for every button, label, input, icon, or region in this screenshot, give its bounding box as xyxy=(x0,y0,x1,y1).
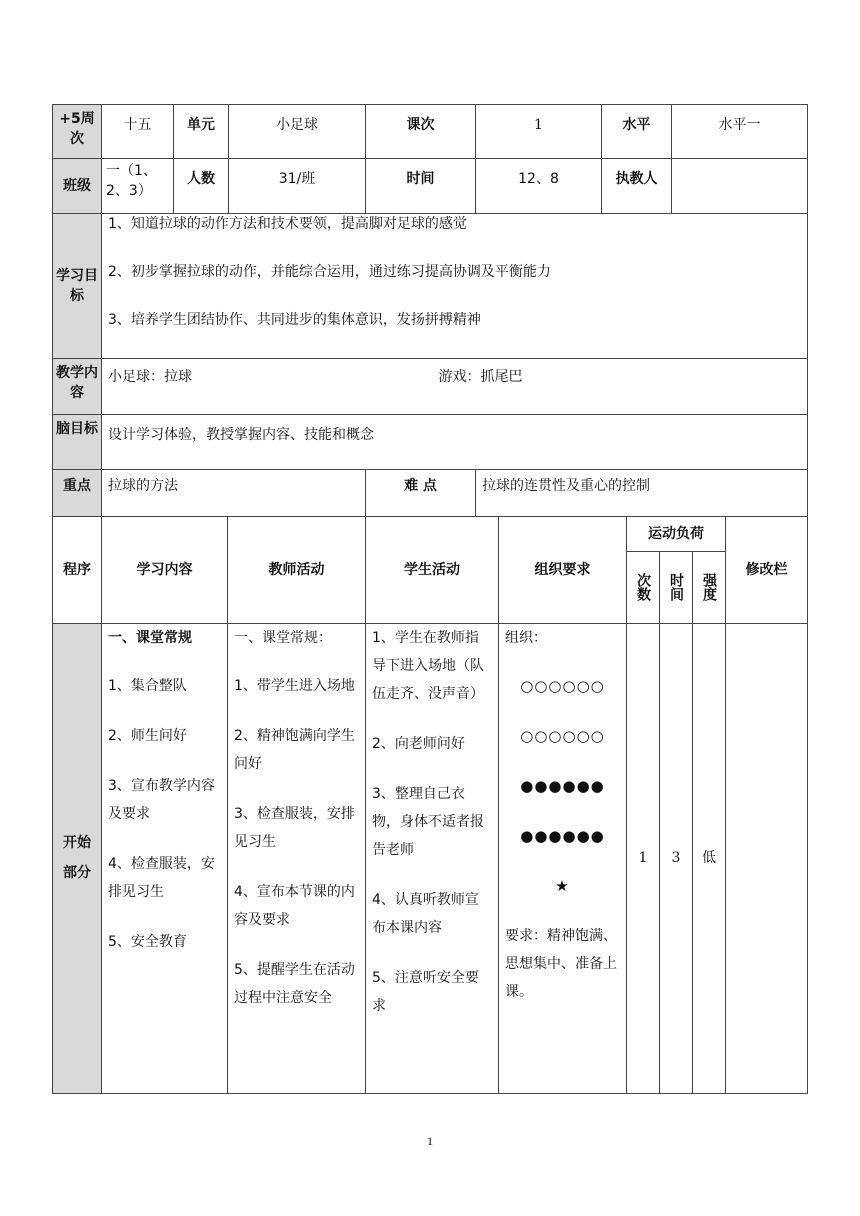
level-label: 水平 xyxy=(602,105,672,159)
goal-item: 3、培养学生团结协作、共同进步的集体意识，发扬拼搏精神 xyxy=(108,312,481,328)
start-org xyxy=(499,623,627,1093)
goal-item: 2、初步掌握拉球的动作，并能综合运用，通过练习提高协调及平衡能力 xyxy=(108,264,551,280)
formation-row: ○○○○○○ xyxy=(520,676,605,695)
start-revise xyxy=(726,623,808,1093)
teacher-value xyxy=(672,159,808,214)
col-teacher: 教师活动 xyxy=(228,517,366,623)
brain-label: 脑目标 xyxy=(53,415,102,470)
header-table xyxy=(52,104,808,214)
teacher-label: 执教人 xyxy=(602,159,672,214)
student-item: 5、注意听安全要求 xyxy=(372,969,479,1014)
content-item: 1、集合整队 xyxy=(108,677,187,694)
class-value: 一（1、2、3） xyxy=(102,159,174,214)
teacher-item: 3、检查服装，安排见习生 xyxy=(234,805,355,850)
formation-row: ○○○○○○ xyxy=(520,726,605,745)
teacher-item: 一、课堂常规： xyxy=(234,629,332,646)
page-number: 1 xyxy=(427,1134,433,1148)
student-item: 3、整理自己衣物，身体不适者报告老师 xyxy=(372,785,484,858)
col-load: 运动负荷 xyxy=(627,517,726,551)
lesson-plan-sheet xyxy=(52,104,807,1094)
teacher-item: 5、提醒学生在活动过程中注意安全 xyxy=(234,961,355,1006)
col-revise: 修改栏 xyxy=(726,517,808,623)
content-main: 小足球：拉球 xyxy=(108,369,192,385)
col-intensity-cell xyxy=(693,551,726,623)
content-item: 2、师生问好 xyxy=(108,727,187,744)
week-label: +5周次 xyxy=(53,105,102,159)
time-value: 12、8 xyxy=(476,159,602,214)
start-content xyxy=(102,623,228,1093)
content-label: 教学内容 xyxy=(53,359,102,415)
objectives-table xyxy=(52,214,808,517)
start-teacher xyxy=(228,623,366,1093)
col-time-cell xyxy=(660,551,693,623)
brain-text: 设计学习体验，教授掌握内容、技能和概念 xyxy=(102,415,808,470)
content-row xyxy=(102,359,808,415)
goals-label: 学习目标 xyxy=(53,214,102,359)
content-item: 一、课堂常规 xyxy=(108,629,192,646)
goal-item: 1、知道拉球的动作方法和技术要领，提高脚对足球的感觉 xyxy=(108,216,467,232)
procedure-table xyxy=(52,517,808,1094)
content-item: 5、安全教育 xyxy=(108,933,187,950)
col-student: 学生活动 xyxy=(366,517,499,623)
col-count: 次数 xyxy=(635,573,651,601)
content-game: 游戏：抓尾巴 xyxy=(438,369,523,385)
lesson-value: 1 xyxy=(476,105,602,159)
teacher-star-icon: ★ xyxy=(555,876,570,895)
week-value: 十五 xyxy=(102,105,174,159)
difficulty-label: 难 点 xyxy=(366,470,476,517)
lesson-label: 课次 xyxy=(366,105,476,159)
student-item: 4、认真听教师宣布本课内容 xyxy=(372,891,479,936)
start-student xyxy=(366,623,499,1093)
content-item: 4、检查服装，安排见习生 xyxy=(108,855,215,900)
col-count-cell xyxy=(627,551,660,623)
time-label: 时间 xyxy=(366,159,476,214)
teacher-item: 4、宣布本节课的内容及要求 xyxy=(234,883,355,928)
col-intensity: 强度 xyxy=(701,573,717,601)
start-time: 3 xyxy=(660,623,693,1093)
start-section-label: 开始部分 xyxy=(53,623,102,1093)
key-label: 重点 xyxy=(53,470,102,517)
col-content: 学习内容 xyxy=(102,517,228,623)
formation-row: ●●●●●● xyxy=(520,826,605,845)
student-item: 1、学生在教师指导下进入场地（队伍走齐、没声音） xyxy=(372,629,484,702)
class-label: 班级 xyxy=(53,159,102,214)
student-item: 2、向老师问好 xyxy=(372,735,465,752)
count-label: 人数 xyxy=(174,159,229,214)
col-time: 时间 xyxy=(668,573,684,601)
col-procedure: 程序 xyxy=(53,517,102,623)
start-intensity: 低 xyxy=(693,623,726,1093)
teacher-item: 2、精神饱满向学生问好 xyxy=(234,727,355,772)
org-title: 组织： xyxy=(505,629,547,646)
level-value: 水平一 xyxy=(672,105,808,159)
start-count: 1 xyxy=(627,623,660,1093)
teacher-item: 1、带学生进入场地 xyxy=(234,677,355,694)
unit-value: 小足球 xyxy=(229,105,366,159)
col-org: 组织要求 xyxy=(499,517,627,623)
difficulty-text: 拉球的连贯性及重心的控制 xyxy=(476,470,808,517)
goals-list xyxy=(102,214,808,359)
formation-row: ●●●●●● xyxy=(520,776,605,795)
content-item: 3、宣布教学内容及要求 xyxy=(108,777,215,822)
key-text: 拉球的方法 xyxy=(102,470,366,517)
count-value: 31/班 xyxy=(229,159,366,214)
org-requirement: 要求：精神饱满、思想集中、准备上课。 xyxy=(505,927,617,1000)
unit-label: 单元 xyxy=(174,105,229,159)
